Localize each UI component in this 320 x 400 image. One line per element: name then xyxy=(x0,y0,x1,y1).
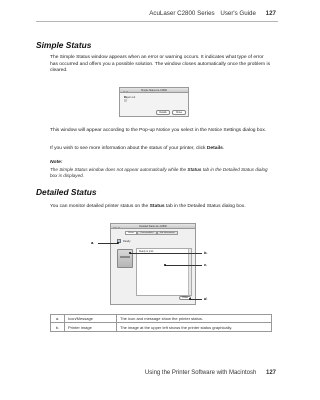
simple-status-titlebar xyxy=(120,88,188,93)
close-button[interactable]: Close xyxy=(172,110,186,115)
header-guide: User's Guide xyxy=(220,10,256,17)
heading-simple-status: Simple Status xyxy=(36,40,92,50)
legend-description: The image at the upper left shows the printer status graphically. xyxy=(117,323,272,331)
legend-description: The icon and message show the printer status. xyxy=(117,315,272,323)
status-icon xyxy=(124,99,127,102)
note-text xyxy=(50,167,272,180)
note-text-end: tab in the Detailed Status dialog box is displayed. xyxy=(50,167,268,179)
note-bold: Status xyxy=(187,167,202,172)
status-detail-text: Ready to print. xyxy=(139,250,154,253)
running-header xyxy=(149,10,276,17)
details-bold: Details xyxy=(206,146,223,151)
scrollbar[interactable] xyxy=(188,249,191,295)
callout-c: c. xyxy=(204,262,208,267)
legend-name: Icon/Message xyxy=(65,315,117,323)
callout-b: b. xyxy=(204,250,208,255)
simple-status-title: Simple Status AL-C2800 xyxy=(140,89,168,92)
tab-job-information[interactable]: Job Information xyxy=(157,231,178,235)
detailed-status-titlebar xyxy=(111,224,195,229)
table-row xyxy=(51,315,272,323)
callout-d-dot xyxy=(189,298,191,300)
paragraph-details xyxy=(50,146,272,153)
details-button[interactable]: Details xyxy=(156,110,170,115)
footer-text: Using the Printer Software with Macintosh xyxy=(144,370,257,376)
callout-c-line xyxy=(165,265,202,266)
details-text: If you wish to see more information about the status of your printer, click xyxy=(50,146,207,151)
table-row xyxy=(51,323,272,331)
footer-page-number: 127 xyxy=(265,370,276,376)
callout-a-line xyxy=(98,243,118,244)
window-buttons xyxy=(122,90,129,92)
note-label: Note: xyxy=(50,160,63,165)
detailed-text: You can monitor detailed printer status on the xyxy=(50,204,150,209)
details-period: . xyxy=(222,146,225,151)
heading-detailed-status: Detailed Status xyxy=(36,187,97,197)
header-rule xyxy=(36,21,278,22)
callout-legend-table xyxy=(50,314,272,332)
detailed-period: tab in the Detailed Status dialog box. xyxy=(164,204,246,209)
simple-status-dialog-screenshot xyxy=(119,87,189,117)
callout-d-line xyxy=(190,299,202,300)
callout-d: d. xyxy=(204,296,208,301)
callout-c-dot xyxy=(164,264,166,266)
tab-bar xyxy=(125,231,178,235)
simple-status-message: Paper out xyxy=(124,96,136,99)
detailed-status-title: Detailed Status AL-C2800 xyxy=(139,225,167,228)
detailed-bold: Status xyxy=(149,204,165,209)
header-title: AcuLaser C2800 Series xyxy=(149,10,215,17)
header-page-number: 127 xyxy=(265,10,276,17)
note-text-start: The Simple Status window does not appear automatically while the xyxy=(50,167,188,172)
callout-a-dot xyxy=(117,242,119,244)
callout-a: a. xyxy=(91,240,95,245)
paragraph-detailed xyxy=(50,204,272,211)
paragraph-popup-notice: This window will appear according to the Pop-up Notice you select in the Notice Settings dialog box. xyxy=(50,128,267,133)
legend-key: a. xyxy=(51,315,65,323)
legend-key: b. xyxy=(51,323,65,331)
tab-consumables[interactable]: Consumables xyxy=(137,231,156,235)
running-footer xyxy=(145,370,276,376)
window-buttons xyxy=(113,226,120,231)
close-button[interactable]: Close xyxy=(179,296,191,301)
paragraph-simple-intro: The Simple Status window appears when an error or warning occurs. It indicates what type of error has occurred and offers you a possible solution. The window closes automatically once the problem is cleared. xyxy=(50,55,271,74)
tab-status[interactable]: Status xyxy=(125,231,137,235)
callout-b-dot xyxy=(129,252,131,254)
status-detail-panel xyxy=(136,248,192,296)
status-message: Ready xyxy=(123,239,131,243)
detailed-status-dialog-screenshot xyxy=(110,223,196,305)
legend-name: Printer image xyxy=(65,323,117,331)
